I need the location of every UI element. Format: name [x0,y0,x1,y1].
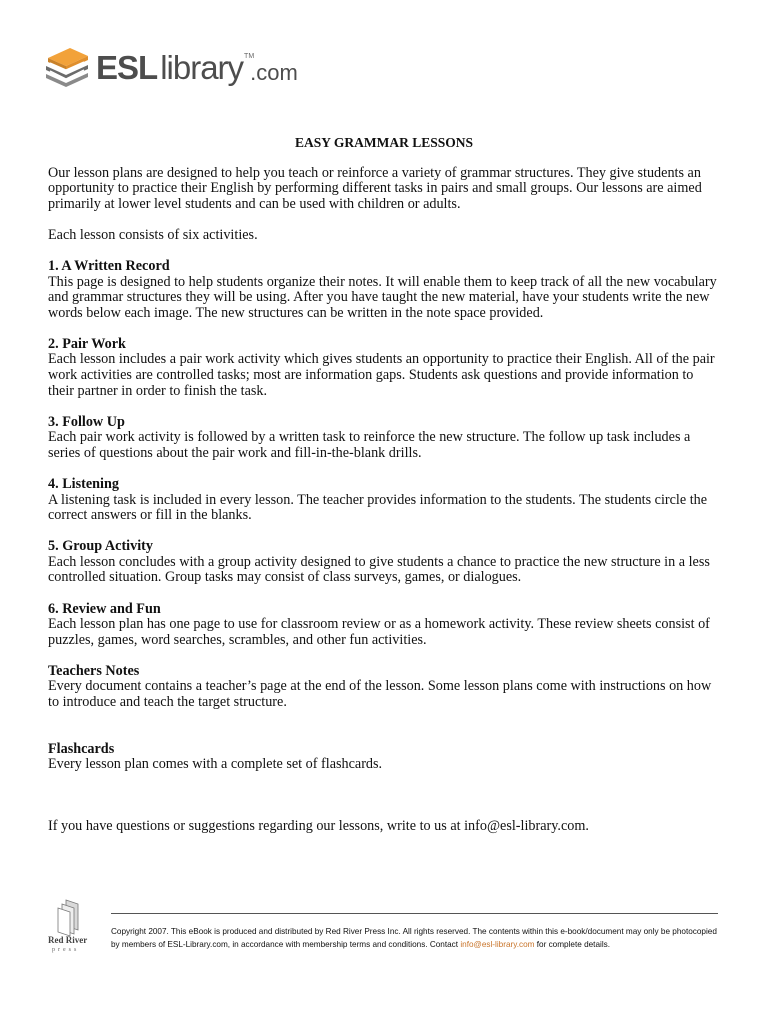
contact-email-link[interactable]: info@esl-library.com [460,939,535,949]
section-written-record [48,259,720,321]
section-body: Each lesson concludes with a group activity designed to give students a chance to practice the new structure in a less controlled situation. Group tasks may consist of class surveys, games, or dialogues. [48,553,710,586]
section-heading: 3. Follow Up [48,413,125,430]
section-flashcards [48,742,720,773]
contact-paragraph: If you have questions or suggestions regarding our lessons, write to us at info@esl-library.com. [48,817,589,834]
logo-esl-text: ESL [96,48,158,86]
section-heading: 1. A Written Record [48,257,170,274]
section-heading: Flashcards [48,740,115,757]
logo-com-text: .com [250,59,298,85]
section-review-and-fun [48,602,720,649]
intro-paragraph: Our lesson plans are designed to help you teach or reinforce a variety of grammar structures. They give students an opportunity to practice their English by performing different tasks in pairs and small groups. Our lessons are aimed primarily at lower level students and can be used with children or adults. [48,164,702,212]
section-body: A listening task is included in every lesson. The teacher provides information to the students. The students circle the correct answers or fill in the blanks. [48,491,708,524]
document-title: EASY GRAMMAR LESSONS [294,135,474,150]
red-river-press-icon [44,896,102,954]
section-group-activity [48,539,720,586]
section-listening [48,477,720,524]
section-heading: 2. Pair Work [48,335,126,352]
section-body: Every document contains a teacher’s page at the end of the lesson. Some lesson plans come with instructions on how to introduce and teach the target structure. [48,678,712,711]
book-stack-icon [44,44,92,90]
activities-intro: Each lesson consists of six activities. [48,226,258,243]
section-heading: 5. Group Activity [48,538,153,555]
copyright-text-end: for complete details. [534,939,611,949]
section-heading: 6. Review and Fun [48,600,161,617]
publisher-sub: press [52,947,80,953]
section-body: Each lesson includes a pair work activity which gives students an opportunity to practice their English. All of the pair work activities are controlled tasks; most are information gaps. Students ask questions and provide information to their partner in order to finish the task. [48,351,715,399]
copyright-notice [111,926,723,951]
esl-library-logo[interactable] [44,42,298,92]
section-heading: Teachers Notes [48,662,140,679]
publisher-name: Red River [48,935,88,945]
section-follow-up [48,415,720,462]
copyright-text: Copyright 2007. This eBook is produced and distributed by Red River Press Inc. All rights reserved. The contents within this e-book/document may only be photocopied by members of ESL-Library.com, in accordance with membership terms and conditions. Contact [111,927,717,949]
section-body: Each lesson plan has one page to use for classroom review or as a homework activity. These review sheets consist of puzzles, games, word searches, scrambles, and other fun activities. [48,616,710,648]
footer-divider [111,913,718,914]
red-river-press-logo [44,896,102,954]
section-teachers-notes [48,664,720,711]
document-body [48,135,720,850]
logo-library-text: library [160,48,244,86]
section-body: Every lesson plan comes with a complete set of flashcards. [48,756,383,773]
section-body: Each pair work activity is followed by a written task to reinforce the new structure. The follow up task includes a series of questions about the pair work and fill-in-the-blank drills. [48,429,691,461]
section-heading: 4. Listening [48,476,119,492]
section-body: This page is designed to help students organize their notes. It will enable them to keep track of all the new vocabulary and grammar structures they will be using. After you have taught the new material, have your students write the new words below each image. The new structures can be written in the note space provided. [48,273,717,321]
logo-trademark: TM [244,52,255,60]
section-pair-work [48,337,720,399]
